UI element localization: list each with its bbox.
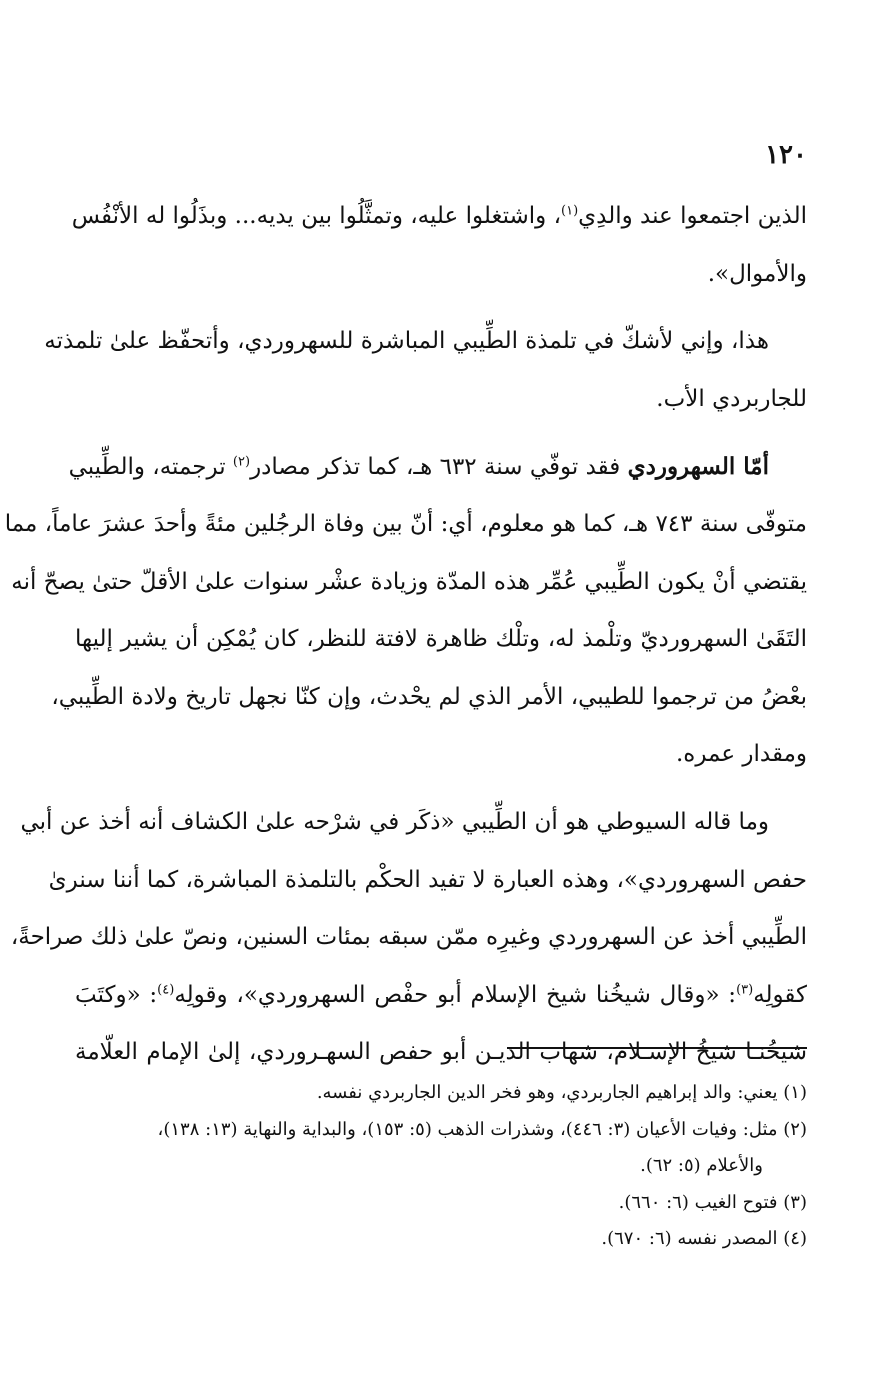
- text-line: يقتضي أنْ يكون الطِّيبي عُمِّر هذه المدّة وزيادة عشْر سنوات علىٰ الأقلّ حتىٰ يصحّ أنه: [11, 568, 807, 595]
- text-line: أمّا السهروردي فقد توفّي سنة ٦٣٢ هـ، كما تذكر مصادر$^{(٢)}$ ترجمته، والطِّيبي: [68, 453, 769, 481]
- footnote-ref: (٣): [736, 982, 754, 998]
- text-line: كقولِه$^{(٣)}$: «وقال شيخُنا شيخ الإسلام أبو حفْص السهروردي»، وقولِه$^{(٤)}$: «وكتَبَ: [75, 981, 808, 1008]
- footnote-ref: (١): [561, 203, 579, 219]
- text-line: للجاربردي الأب.: [656, 385, 807, 412]
- page-number: ١٢٠: [765, 140, 807, 170]
- text-line: التَقَىٰ السهرورديّ وتلْمذ له، وتلْك ظاهرة لافتة للنظر، كان يُمْكِن أن يشير إليها: [75, 626, 807, 653]
- footnote-3: (٣) فتوح الغيب (٦: ٦٦٠).: [618, 1191, 807, 1213]
- text-line: الطِّيبي أخذ عن السهروردي وغيرِه ممّن سبقه بمئات السنين، ونصّ علىٰ ذلك صراحةً،: [10, 924, 807, 951]
- footnote-2-continued: والأعلام (٥: ٦٢).: [640, 1155, 763, 1176]
- footnote-1: (١) يعني: والد إبراهيم الجاربردي، وهو فخر الدين الجاربردي نفسه.: [316, 1082, 807, 1103]
- bold-term: أمّا السهروردي: [627, 453, 769, 481]
- main-text: [4, 188, 808, 1082]
- text-line: وما قاله السيوطي هو أن الطِّيبي «ذكَر في شرْحه علىٰ الكشاف أنه أخذ عن أبي: [20, 808, 769, 835]
- text-line: هذا، وإني لأشكّ في تلمذة الطِّيبي المباشرة للسهروردي، وأتحفّظ علىٰ تلمذته: [44, 328, 769, 355]
- text-line: والأموال».: [707, 260, 807, 287]
- text-line: الذين اجتمعوا عند والدِي$^{(١)}$، واشتغلوا عليه، وتمثَّلُوا بين يديه... وبذَلُوا له الأنْفُس: [71, 203, 807, 229]
- text-line: ومقدار عمره.: [675, 741, 807, 768]
- footnote-ref: (٢): [232, 454, 251, 470]
- text-line: حفص السهروردي»، وهذه العبارة لا تفيد الحكْم بالتلمذة المباشرة، كما أننا سنرىٰ: [48, 866, 807, 893]
- footnote-2: (٢) مثل: وفيات الأعيان (٣: ٤٤٦)، وشذرات الذهب (٥: ١٥٣)، والبداية والنهاية (١٣: ١٣٨)،: [157, 1118, 807, 1140]
- text-line: متوفّى سنة ٧٤٣ هـ، كما هو معلوم، أي: أنّ بين وفاة الرجُلين مئةً وأحدَ عشرَ عاماً، مما: [4, 510, 807, 537]
- footnote-4: (٤) المصدر نفسه (٦: ٦٧٠).: [601, 1228, 807, 1249]
- text-line: شيخُنـا شيخُ الإسـلام، شهاب الديـن أبو حفص السهـروردي، إلىٰ الإمام العلّامة: [75, 1039, 807, 1066]
- footnote-ref: (٤): [157, 982, 175, 998]
- footnotes: [62, 1075, 807, 1258]
- footnote-divider: [507, 1047, 807, 1049]
- text-line: بعْضُ من ترجموا للطيبي، الأمر الذي لم يحْدث، وإن كنّا نجهل تاريخ ولادة الطِّيبي،: [51, 683, 807, 710]
